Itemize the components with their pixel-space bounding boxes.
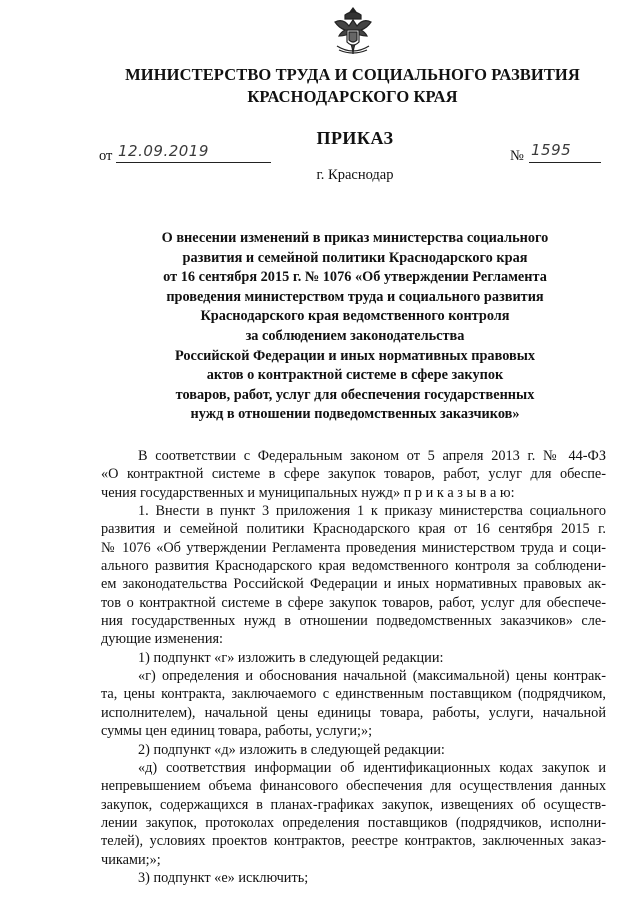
body-line: суммы цен единиц товара, работы, услуги;»; — [101, 723, 373, 740]
body-line: 1) подпункт «г» изложить в следующей редакции: — [138, 649, 444, 666]
body-line: непревышением объема финансового обеспечения для осуществления данных — [101, 778, 606, 795]
body-line: чиками;»; — [101, 851, 161, 868]
body-line: развития и семейной политики Краснодарского края от 16 сентября 2015 г. — [101, 521, 606, 538]
body-line: исполнителем), начальной цены единицы товара, работы, услуги, начальной — [101, 704, 606, 721]
body-line: чения государственных и муниципальных нужд» п р и к а з ы в а ю: — [101, 484, 515, 501]
subject-line: Краснодарского края ведомственного контроля — [200, 308, 510, 325]
handwritten-date: 12.09.2019 — [118, 142, 209, 160]
body-line: ния государственных нужд в отношении подведомственных заказчиков» сле- — [101, 613, 606, 630]
body-line: ем законодательства Российской Федерации и иных нормативных правовых ак- — [101, 576, 606, 593]
subject-line: за соблюдением законодательства — [245, 327, 465, 344]
date-label: от — [99, 148, 113, 164]
subject-line: актов о контрактной системе в сфере закупок — [206, 367, 504, 384]
handwritten-number: 1595 — [531, 141, 572, 159]
body-line: лении закупок, протоколах определения поставщиков (подрядчиков, исполни- — [101, 814, 606, 831]
subject-line: Российской Федерации и иных нормативных правовых — [174, 347, 536, 364]
body-line: В соответствии с Федеральным законом от 5 апреля 2013 г. № 44-ФЗ — [138, 448, 606, 464]
body-line: 3) подпункт «е» исключить; — [138, 869, 309, 886]
body-line: 2) подпункт «д» изложить в следующей редакции: — [138, 741, 445, 758]
ministry-name-line2: КРАСНОДАРСКОГО КРАЯ — [247, 87, 458, 106]
body-line: ального развития Краснодарского края ведомственного контроля за соблюдени- — [101, 558, 606, 575]
body-line: № 1076 «Об утверждении Регламента проведения министерством труда и соци- — [101, 539, 606, 556]
subject-line: нужд в отношении подведомственных заказчиков» — [190, 406, 520, 423]
body-line: «г) определения и обоснования начальной (максимальной) цены контрак- — [138, 668, 606, 685]
coat-of-arms-icon — [331, 6, 375, 56]
city: г. Краснодар — [316, 167, 394, 183]
body-line: дующие изменения: — [101, 631, 224, 648]
body-line: «д) соответствия информации об идентификационных кодах закупок и — [138, 759, 606, 776]
document-type: ПРИКАЗ — [316, 128, 394, 148]
number-label: № — [510, 148, 524, 164]
body-line: 1. Внести в пункт 3 приложения 1 к приказу министерства социального — [138, 503, 606, 520]
subject-line: от 16 сентября 2015 г. № 1076 «Об утверждении Регламента — [163, 269, 547, 286]
number-underline — [529, 162, 601, 163]
body-line: тов о контрактной системе в сфере закупок товаров, работ, услуг для обеспече- — [101, 594, 606, 611]
subject-line: развития и семейной политики Краснодарского края — [182, 249, 528, 266]
subject-line: товаров, работ, услуг для обеспечения государственных — [175, 386, 535, 403]
order-subject — [110, 229, 600, 425]
subject-line: О внесении изменений в приказ министерства социального — [161, 230, 549, 246]
subject-line: проведения министерством труда и социального развития — [166, 288, 544, 305]
body-line: та, цены контракта, заключаемого с единственным поставщиком (подрядчиком, — [101, 686, 606, 703]
body-line: телей), условиях проектов контрактов, реестре контрактов, заключенных заказ- — [101, 833, 606, 850]
body-line: «О контрактной системе в сфере закупок товаров, работ, услуг для обеспе- — [101, 466, 606, 483]
body-line: закупок, содержащихся в планах-графиках закупок, извещениях об осуществ- — [101, 796, 606, 813]
order-body — [101, 447, 606, 887]
date-underline — [116, 162, 271, 163]
ministry-name-line1: МИНИСТЕРСТВО ТРУДА И СОЦИАЛЬНОГО РАЗВИТИЯ — [125, 65, 580, 84]
